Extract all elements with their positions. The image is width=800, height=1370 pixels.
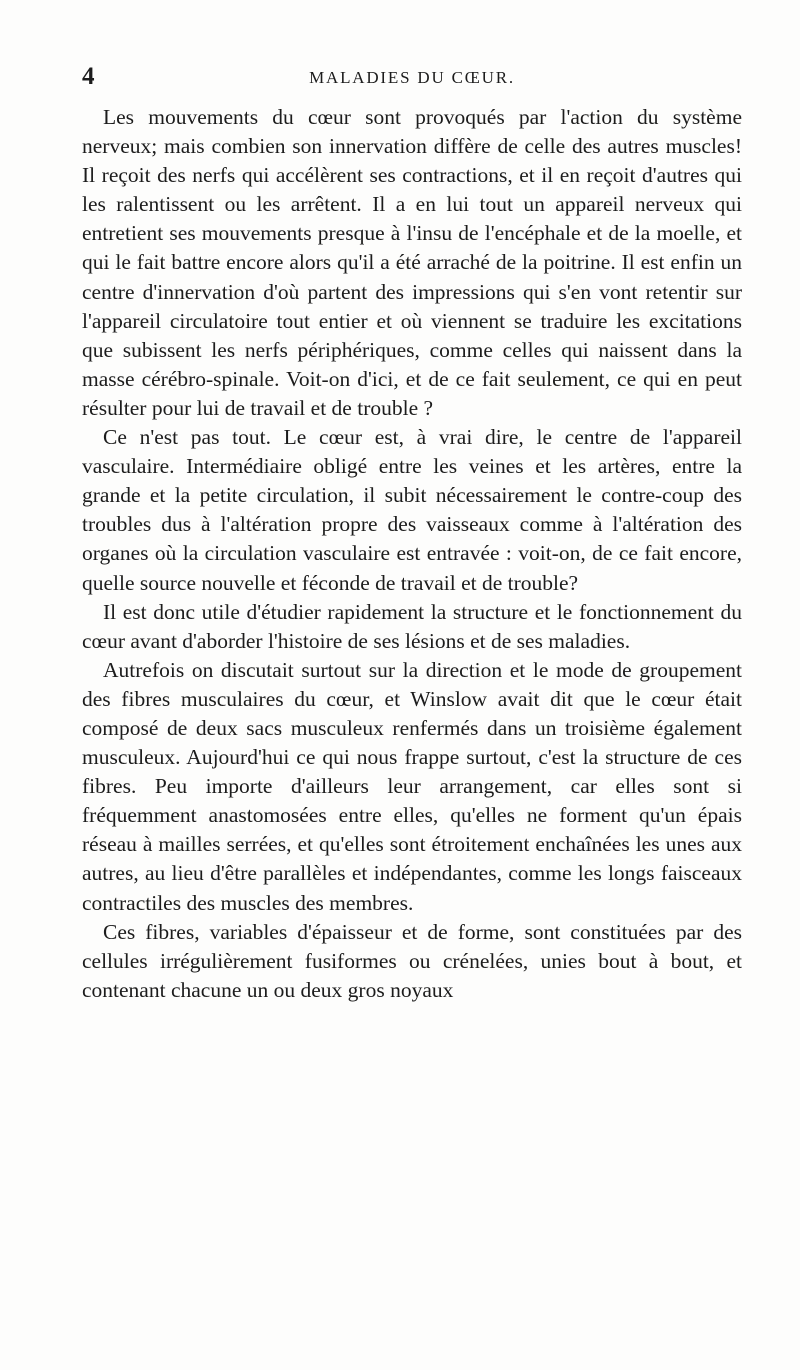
- paragraph-nervous-system: Les mouvements du cœur sont provoqués par l'action du système nerveux; mais combien son innervation diffère de celle des autres muscles! Il reçoit des nerfs qui accélèrent ses contractions, et il en reçoit d'autres qui les ralentissent ou les arrêtent. Il a en lui tout un appareil nerveux qui entretient ses mouvements presque à l'insu de l'encéphale et de la moelle, et qui le fait battre encore alors qu'il a été arraché de la poitrine. Il est enfin un centre d'innervation d'où partent des impressions qui s'en vont retentir sur l'appareil circulatoire tout entier et où viennent se traduire les excitations que subissent les nerfs périphériques, comme celles qui naissent dans la masse cérébro-spinale. Voit-on d'ici, et de ce fait seulement, ce qui en peut résulter pour lui de travail et de trouble ?: [82, 105, 742, 420]
- body-text: [82, 103, 742, 1005]
- paragraph-study-purpose: Il est donc utile d'étudier rapidement la structure et le fonctionnement du cœur avant d'aborder l'histoire de ses lésions et de ses maladies.: [82, 599, 742, 653]
- paragraph-fiber-arrangement: Autrefois on discutait surtout sur la direction et le mode de groupement des fibres musculaires du cœur, et Winslow avait dit que le cœur était composé de deux sacs musculeux renfermés dans un troisième également musculeux. Aujourd'hui ce qui nous frappe surtout, c'est la structure de ces fibres. Peu importe d'ailleurs leur arrangement, car elles sont si fréquemment anastomosées entre elles, qu'elles ne forment qu'un épais réseau à mailles serrées, et qu'elles sont étroitement enchaînées les unes aux autres, au lieu d'être parallèles et indépendantes, comme les longs faisceaux contractiles des muscles des membres.: [82, 657, 742, 915]
- paragraph-vascular-center: Ce n'est pas tout. Le cœur est, à vrai dire, le centre de l'appareil vasculaire. Intermédiaire obligé entre les veines et les artères, entre la grande et la petite circulation, il subit nécessairement le contre-coup des troubles dus à l'altération propre des vaisseaux comme à l'altération des organes où la circulation vasculaire est entravée : voit-on, de ce fait encore, quelle source nouvelle et féconde de travail et de trouble?: [82, 425, 742, 595]
- running-head: [82, 62, 742, 92]
- running-title: MALADIES DU CŒUR.: [309, 68, 515, 87]
- page-number: 4: [82, 63, 95, 90]
- paragraph-fiber-cells: Ces fibres, variables d'épaisseur et de forme, sont constituées par des cellules irrégulièrement fusiformes ou crénelées, unies bout à bout, et contenant chacune un ou deux gros noyaux: [82, 919, 742, 1002]
